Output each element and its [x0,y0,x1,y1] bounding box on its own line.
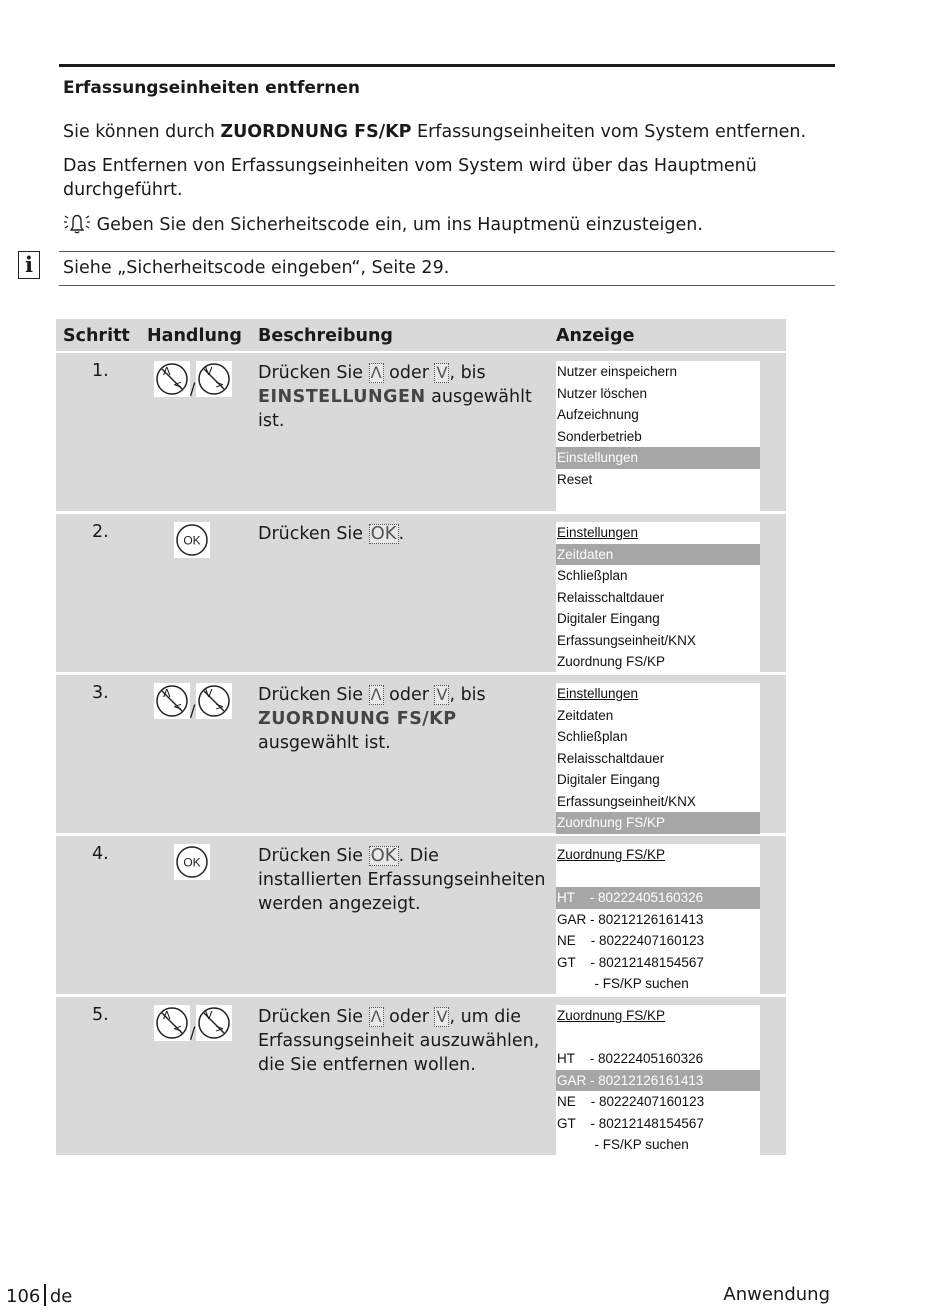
key-ok-symbol: OK [370,845,397,866]
display-line: Erfassungseinheit/KNX [557,632,696,648]
key-up-symbol: Λ [370,1007,382,1026]
ok-button-icon [174,844,210,880]
action-icons [154,844,234,884]
display-line: NE - 80222407160123 [557,933,705,948]
display-line: Zuordnung FS/KP [557,1008,666,1023]
display-line: Digitaler Eingang [557,611,660,626]
display-line: Reset [557,471,593,487]
display-screen [556,844,760,994]
key-ok-symbol: OK [370,523,397,544]
step-number: 4. [92,844,109,864]
display-line: Einstellungen [557,686,639,701]
up-left-button-icon: Λ < [154,361,190,397]
display-line: Nutzer löschen [557,385,648,401]
action-icons [154,1005,234,1045]
display-line: GAR - 80212126161413 [556,1070,760,1092]
display-line: HT - 80222405160326 [557,1051,704,1066]
table-row [56,675,786,833]
display-line: GAR - 80212126161413 [557,911,704,927]
display-line [556,1027,760,1049]
display-line: Zuordnung FS/KP [556,812,760,834]
header-beschreibung: Beschreibung [258,326,393,346]
step-number: 1. [92,361,109,381]
step-description: Drücken Sie Λ oder V , bis EINSTELLUNGEN ausgewählt ist. [258,363,532,431]
step-description: Drücken Sie Λ oder V , bis ZUORDNUNG FS/KP ausgewählt ist. [258,685,486,753]
page-footer-left [6,1284,72,1307]
step-number: 2. [92,522,109,542]
display-line: GT - 80212148154567 [557,954,704,970]
step-description: Drücken Sie Λ oder V , um die Erfassungseinheit auszuwählen, die Sie entfernen wollen. [258,1007,540,1075]
svg-text:OK: OK [183,533,201,548]
page-number: 106 [6,1286,41,1307]
display-screen [556,683,760,833]
display-line: - FS/KP suchen [557,976,689,991]
action-icons [154,361,234,401]
top-rule [59,64,835,67]
alarm-bell-icon [63,212,91,234]
key-down-symbol: V [436,1007,448,1026]
up-left-button-icon: Λ < [154,1005,190,1041]
display-line [556,866,760,888]
display-line: Zuordnung FS/KP [557,654,666,669]
display-line: Schließplan [557,729,628,744]
slash-separator: / [190,1023,196,1042]
display-line: Zeitdaten [556,544,760,566]
display-line: Einstellungen [557,525,639,540]
step-number: 5. [92,1005,109,1025]
table-row [56,836,786,994]
display-line: Relaisschaltdauer [557,750,665,766]
slash-separator: / [190,379,196,398]
info-note [59,251,835,286]
display-line: Zuordnung FS/KP [557,847,666,862]
action-icons [154,683,234,723]
intro-paragraph-1: Sie können durch ZUORDNUNG FS/KP Erfassungseinheiten vom System entfernen. [63,122,807,142]
step-number: 3. [92,683,109,703]
action-icons [154,522,234,562]
header-schritt: Schritt [63,326,130,346]
display-line: HT - 80222405160326 [556,887,760,909]
table-row [56,514,786,672]
display-line: Relaisschaltdauer [557,589,665,605]
language-code: de [49,1286,73,1307]
display-screen [556,522,760,672]
key-down-symbol: V [436,363,448,382]
header-anzeige: Anzeige [556,326,635,346]
key-up-symbol: Λ [370,685,382,704]
intro-paragraph-3: Geben Sie den Sicherheitscode ein, um ins Hauptmenü einzusteigen. [63,212,843,237]
display-screen [556,361,760,511]
down-right-button-icon: V > [196,1005,232,1041]
display-line: Nutzer einspeichern [557,364,678,379]
info-icon: i [18,251,40,279]
intro-paragraph-2: Das Entfernen von Erfassungseinheiten vom System wird über das Hauptmenü durchgeführt. [63,156,757,200]
display-screen [556,1005,760,1155]
section-name: Anwendung [723,1284,830,1305]
info-note-text: Siehe „Sicherheitscode eingeben“, Seite 29. [63,258,450,278]
section-heading: Erfassungseinheiten entfernen [63,78,360,98]
ok-button-icon [174,522,210,558]
slash-separator: / [190,701,196,720]
header-handlung: Handlung [147,326,242,346]
display-line: Einstellungen [556,447,760,469]
up-left-button-icon: Λ < [154,683,190,719]
key-down-symbol: V [436,685,448,704]
steps-table [56,319,786,1158]
display-line: NE - 80222407160123 [557,1094,705,1109]
table-row [56,353,786,511]
footer-separator [44,1284,46,1306]
table-header [56,319,786,351]
display-line: - FS/KP suchen [557,1137,689,1152]
display-line: Sonderbetrieb [557,428,642,444]
step-description: Drücken Sie OK . Die installierten Erfassungseinheiten werden angezeigt. [258,845,546,914]
display-line: Erfassungseinheit/KNX [557,793,696,809]
down-right-button-icon: V > [196,361,232,397]
display-line: GT - 80212148154567 [557,1115,704,1131]
display-line: Digitaler Eingang [557,772,660,787]
svg-text:OK: OK [183,855,201,870]
down-right-button-icon: V > [196,683,232,719]
key-up-symbol: Λ [370,363,382,382]
step-description: Drücken Sie OK . [258,523,405,544]
display-line: Schließplan [557,568,628,583]
display-line: Zeitdaten [557,707,614,723]
display-line: Aufzeichnung [557,407,639,422]
table-row [56,997,786,1155]
